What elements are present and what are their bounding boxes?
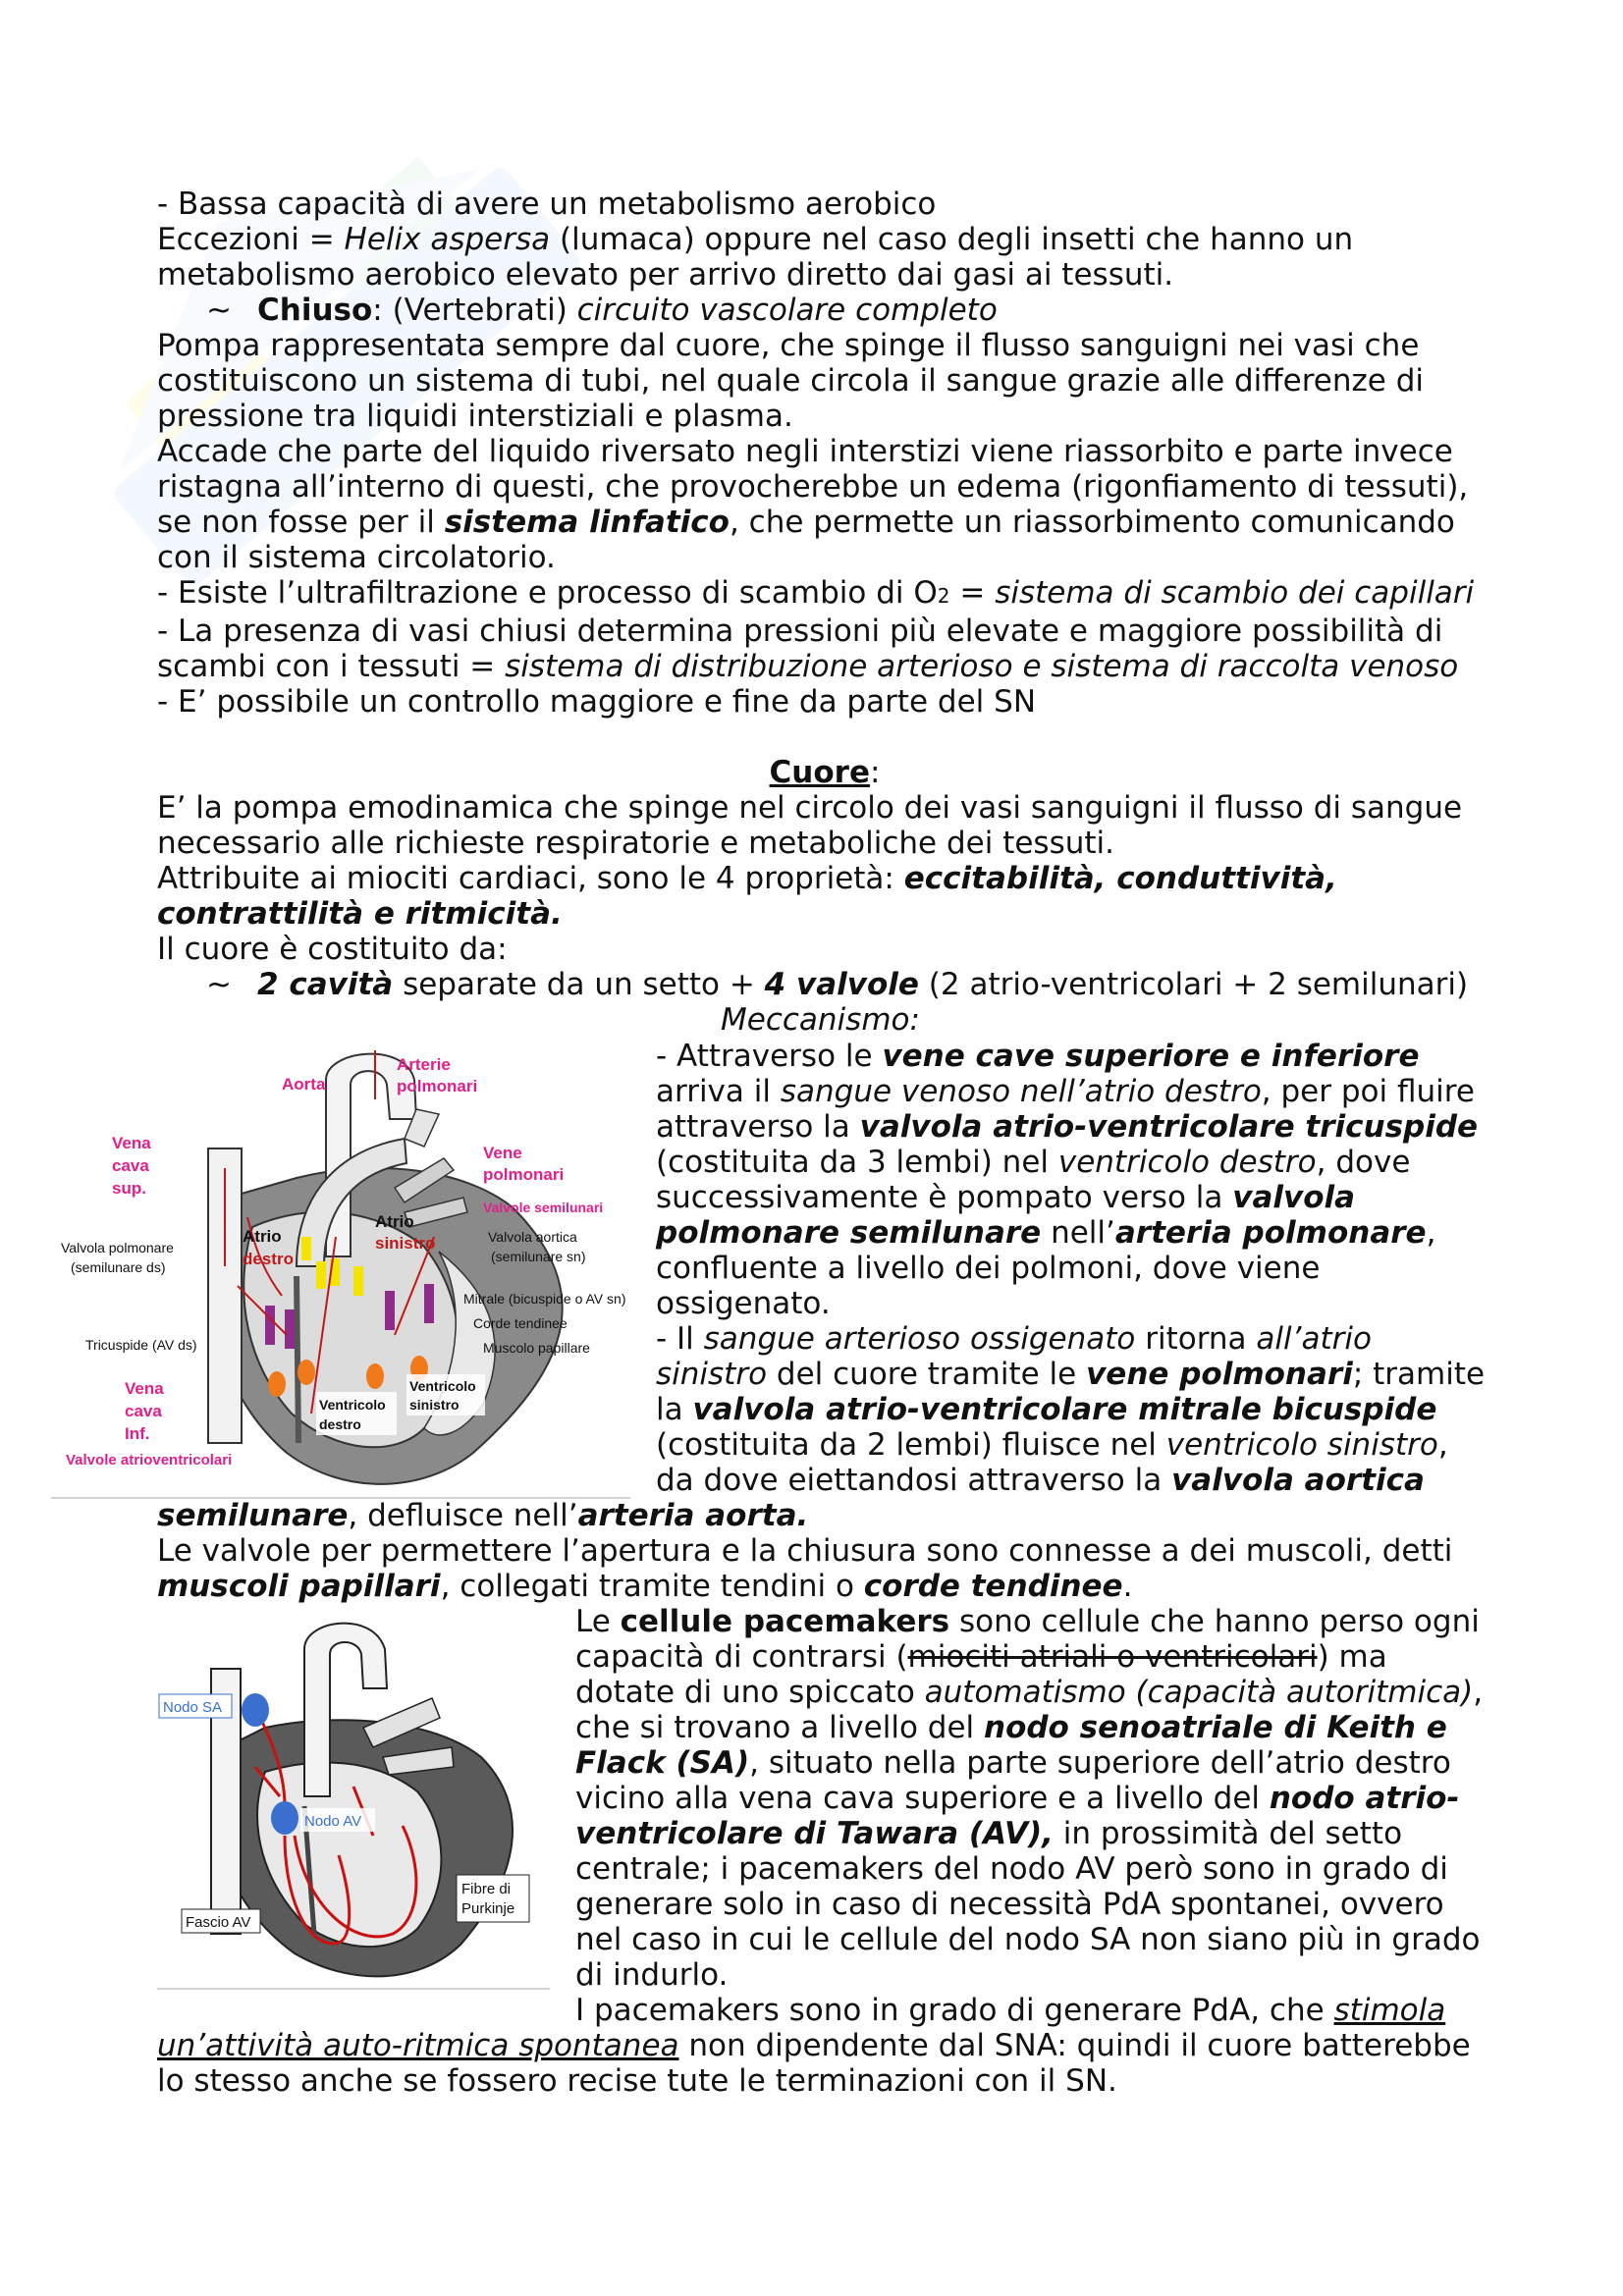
line-cuore-4: contrattilità e ritmicità. — [157, 896, 563, 932]
label-mitrale: Mitrale (bicuspide o AV sn) — [463, 1291, 626, 1307]
label-ventricolo-destro: Ventricolo — [319, 1397, 386, 1413]
label-fascio-av: Fascio AV — [186, 1914, 251, 1931]
mech-line: arriva il sangue venoso nell’atrio destro, per poi fluire — [656, 1074, 1475, 1109]
pace-line: generare solo in caso di necessità PdA spontanei, ovvero — [575, 1887, 1444, 1922]
mechanism-continued — [157, 1498, 1492, 1604]
label-muscolo-papillare: Muscolo papillare — [483, 1340, 590, 1356]
pace-line: ventricolare di Tawara (AV), in prossimità del setto — [575, 1816, 1403, 1851]
pacemaker-text — [575, 1604, 1498, 2028]
label-vene-polmonari: polmonari — [483, 1165, 565, 1184]
pace-line: dotate di uno spiccato automatismo (capacità autoritmica), — [575, 1675, 1484, 1710]
label-arterie: Arterie — [397, 1055, 451, 1074]
label-atrio-sinistro: Atrio — [375, 1212, 414, 1231]
label-tricuspide: Tricuspide (AV ds) — [85, 1337, 197, 1353]
label-atrio-destro: destro — [243, 1250, 294, 1268]
line-accade: Accade che parte del liquido riversato negli interstizi viene riassorbito e parte invece — [157, 434, 1453, 469]
label-vene-polmonari: Vene — [483, 1144, 522, 1162]
mech-line: attraverso la valvola atrio-ventricolare tricuspide — [656, 1109, 1479, 1145]
pacemaker-continued — [157, 2028, 1492, 2099]
line-controllo: - E’ possibile un controllo maggiore e fine da parte del SN — [157, 684, 1037, 720]
mech-line: (costituita da 3 lembi) nel ventricolo destro, dove — [656, 1145, 1411, 1180]
nodo-av-marker — [271, 1801, 298, 1835]
label-valvola-aortica: Valvola aortica — [488, 1229, 577, 1245]
pace-line: lo stesso anche se fossero recise tute le terminazioni con il SN. — [157, 2063, 1117, 2099]
bullet-chiuso: ~ Chiuso: (Vertebrati) circuito vascolare completo — [206, 293, 998, 328]
label-fibre-purkinje: Fibre di — [461, 1881, 512, 1897]
pace-line: centrale; i pacemakers del nodo AV però sono in grado di — [575, 1851, 1448, 1887]
line-bassa: - Bassa capacità di avere un metabolismo aerobico — [157, 187, 937, 222]
pace-line: un’attività auto-ritmica spontanea non dipendente dal SNA: quindi il cuore batterebbe — [157, 2028, 1471, 2063]
pace-line: capacità di contrarsi (miociti atriali o ventricolari) ma — [575, 1639, 1387, 1675]
line-linfatico: se non fosse per il sistema linfatico, che permette un riassorbimento comunicando — [157, 505, 1455, 540]
label-ventricolo-destro: destro — [319, 1416, 361, 1432]
label-vena-inf: Inf. — [125, 1424, 150, 1443]
label-polmonari: polmonari — [397, 1077, 478, 1095]
mech-line: sinistro del cuore tramite le vene polmonari; tramite — [656, 1357, 1486, 1392]
line-pressione: pressione tra liquidi interstiziali e plasma. — [157, 399, 793, 434]
mech-line: polmonare semilunare nell’arteria polmonare, — [656, 1215, 1436, 1251]
meccanismo-heading: Meccanismo: — [721, 1002, 920, 1038]
label-vena-sup: cava — [112, 1156, 149, 1175]
mech-line: - Il sangue arterioso ossigenato ritorna all’atrio — [656, 1321, 1372, 1357]
label-atrio-sinistro: sinistro — [375, 1234, 436, 1253]
mech-line: la valvola atrio-ventricolare mitrale bicuspide — [656, 1392, 1437, 1427]
line-scambi: scambi con i tessuti = sistema di distribuzione arterioso e sistema di raccolta venoso — [157, 649, 1459, 684]
label-ventricolo-sinistro: sinistro — [409, 1397, 460, 1413]
pace-line: vicino alla vena cava superiore e a livello del nodo atrio- — [575, 1781, 1460, 1816]
label-nodo-av: Nodo AV — [304, 1813, 362, 1830]
mech-line: semilunare, defluisce nell’arteria aorta. — [157, 1498, 809, 1533]
line-tubi: costituiscono un sistema di tubi, nel quale circola il sangue grazie alle differenze di — [157, 363, 1424, 399]
pace-line: che si trovano a livello del nodo senoatriale di Keith e — [575, 1710, 1447, 1745]
conduction-system-figure — [157, 1610, 550, 1993]
line-circolatorio: con il sistema circolatorio. — [157, 540, 556, 575]
label-valvole-av: Valvole atrioventricolari — [66, 1452, 233, 1468]
line-metabolismo: metabolismo aerobico elevato per arrivo diretto dai gasi ai tessuti. — [157, 257, 1174, 293]
label-ventricolo-sinistro: Ventricolo — [409, 1378, 476, 1394]
section-heading-cuore: Cuore: — [769, 755, 881, 790]
pace-line: Flack (SA), situato nella parte superiore dell’atrio destro — [575, 1745, 1451, 1781]
line-cuore-5: Il cuore è costituito da: — [157, 932, 508, 967]
line-cuore-2: necessario alle richieste respiratorie e metaboliche dei tessuti. — [157, 826, 1115, 861]
mech-line: da dove eiettandosi attraverso la valvola aortica — [656, 1463, 1425, 1498]
label-valvole-semilunari: Valvole semilunari — [483, 1200, 604, 1215]
mech-line: successivamente è pompato verso la valvola — [656, 1180, 1356, 1215]
pace-line: Le cellule pacemakers sono cellule che hanno perso ogni — [575, 1604, 1480, 1639]
label-vena-sup: Vena — [112, 1134, 151, 1152]
pace-line: nel caso in cui le cellule del nodo SA non siano più in grado — [575, 1922, 1481, 1957]
mech-line: Le valvole per permettere l’apertura e la chiusura sono connesse a dei muscoli, detti — [157, 1533, 1453, 1569]
mech-line: ossigenato. — [656, 1286, 831, 1321]
mechanism-text — [656, 1039, 1500, 1498]
line-pompa: Pompa rappresentata sempre dal cuore, che spinge il flusso sanguigni nei vasi che — [157, 328, 1420, 363]
label-vena-inf: Vena — [125, 1379, 164, 1398]
document-body — [157, 187, 1492, 1038]
label-valvola-polmonare: (semilunare ds) — [71, 1259, 166, 1275]
line-vasi-chiusi: - La presenza di vasi chiusi determina pressioni più elevate e maggiore possibilità di — [157, 614, 1443, 649]
label-fibre-purkinje: Purkinje — [461, 1900, 515, 1917]
label-aorta: Aorta — [282, 1075, 326, 1094]
mech-line: - Attraverso le vene cave superiore e inferiore — [656, 1039, 1420, 1074]
label-vena-inf: cava — [125, 1402, 162, 1420]
line-cuore-1: E’ la pompa emodinamica che spinge nel circolo dei vasi sanguigni il flusso di sangue — [157, 790, 1463, 826]
mech-line: (costituita da 2 lembi) fluisce nel ventricolo sinistro, — [656, 1427, 1448, 1463]
line-cuore-3: Attribuite ai miociti cardiaci, sono le 4 proprietà: eccitabilità, conduttività, — [157, 861, 1337, 896]
line-ultrafiltrazione: - Esiste l’ultrafiltrazione e processo di scambio di O2 = sistema di scambio dei capillari — [157, 575, 1475, 611]
label-vena-sup: sup. — [112, 1179, 146, 1198]
bullet-cavita: ~ 2 cavità separate da un setto + 4 valvole (2 atrio-ventricolari + 2 semilunari) — [206, 967, 1469, 1002]
heart-anatomy-figure — [51, 1041, 630, 1502]
line-eccezioni: Eccezioni = Helix aspersa (lumaca) oppure nel caso degli insetti che hanno un — [157, 222, 1354, 257]
pace-line: di indurlo. — [575, 1957, 729, 1993]
label-valvola-polmonare: Valvola polmonare — [61, 1240, 174, 1255]
label-valvola-aortica: (semilunare sn) — [491, 1249, 586, 1264]
line-ristagna: ristagna all’interno di questi, che provocherebbe un edema (rigonfiamento di tessuti), — [157, 469, 1469, 505]
pace-line: I pacemakers sono in grado di generare PdA, che stimola — [575, 1993, 1446, 2028]
label-atrio-destro: Atrio — [243, 1227, 282, 1246]
mech-line: confluente a livello dei polmoni, dove viene — [656, 1251, 1321, 1286]
label-corde-tendinee: Corde tendinee — [473, 1315, 568, 1331]
nodo-sa-marker — [242, 1693, 269, 1727]
label-nodo-sa: Nodo SA — [163, 1699, 223, 1716]
mech-line: muscoli papillari, collegati tramite tendini o corde tendinee. — [157, 1569, 1133, 1604]
